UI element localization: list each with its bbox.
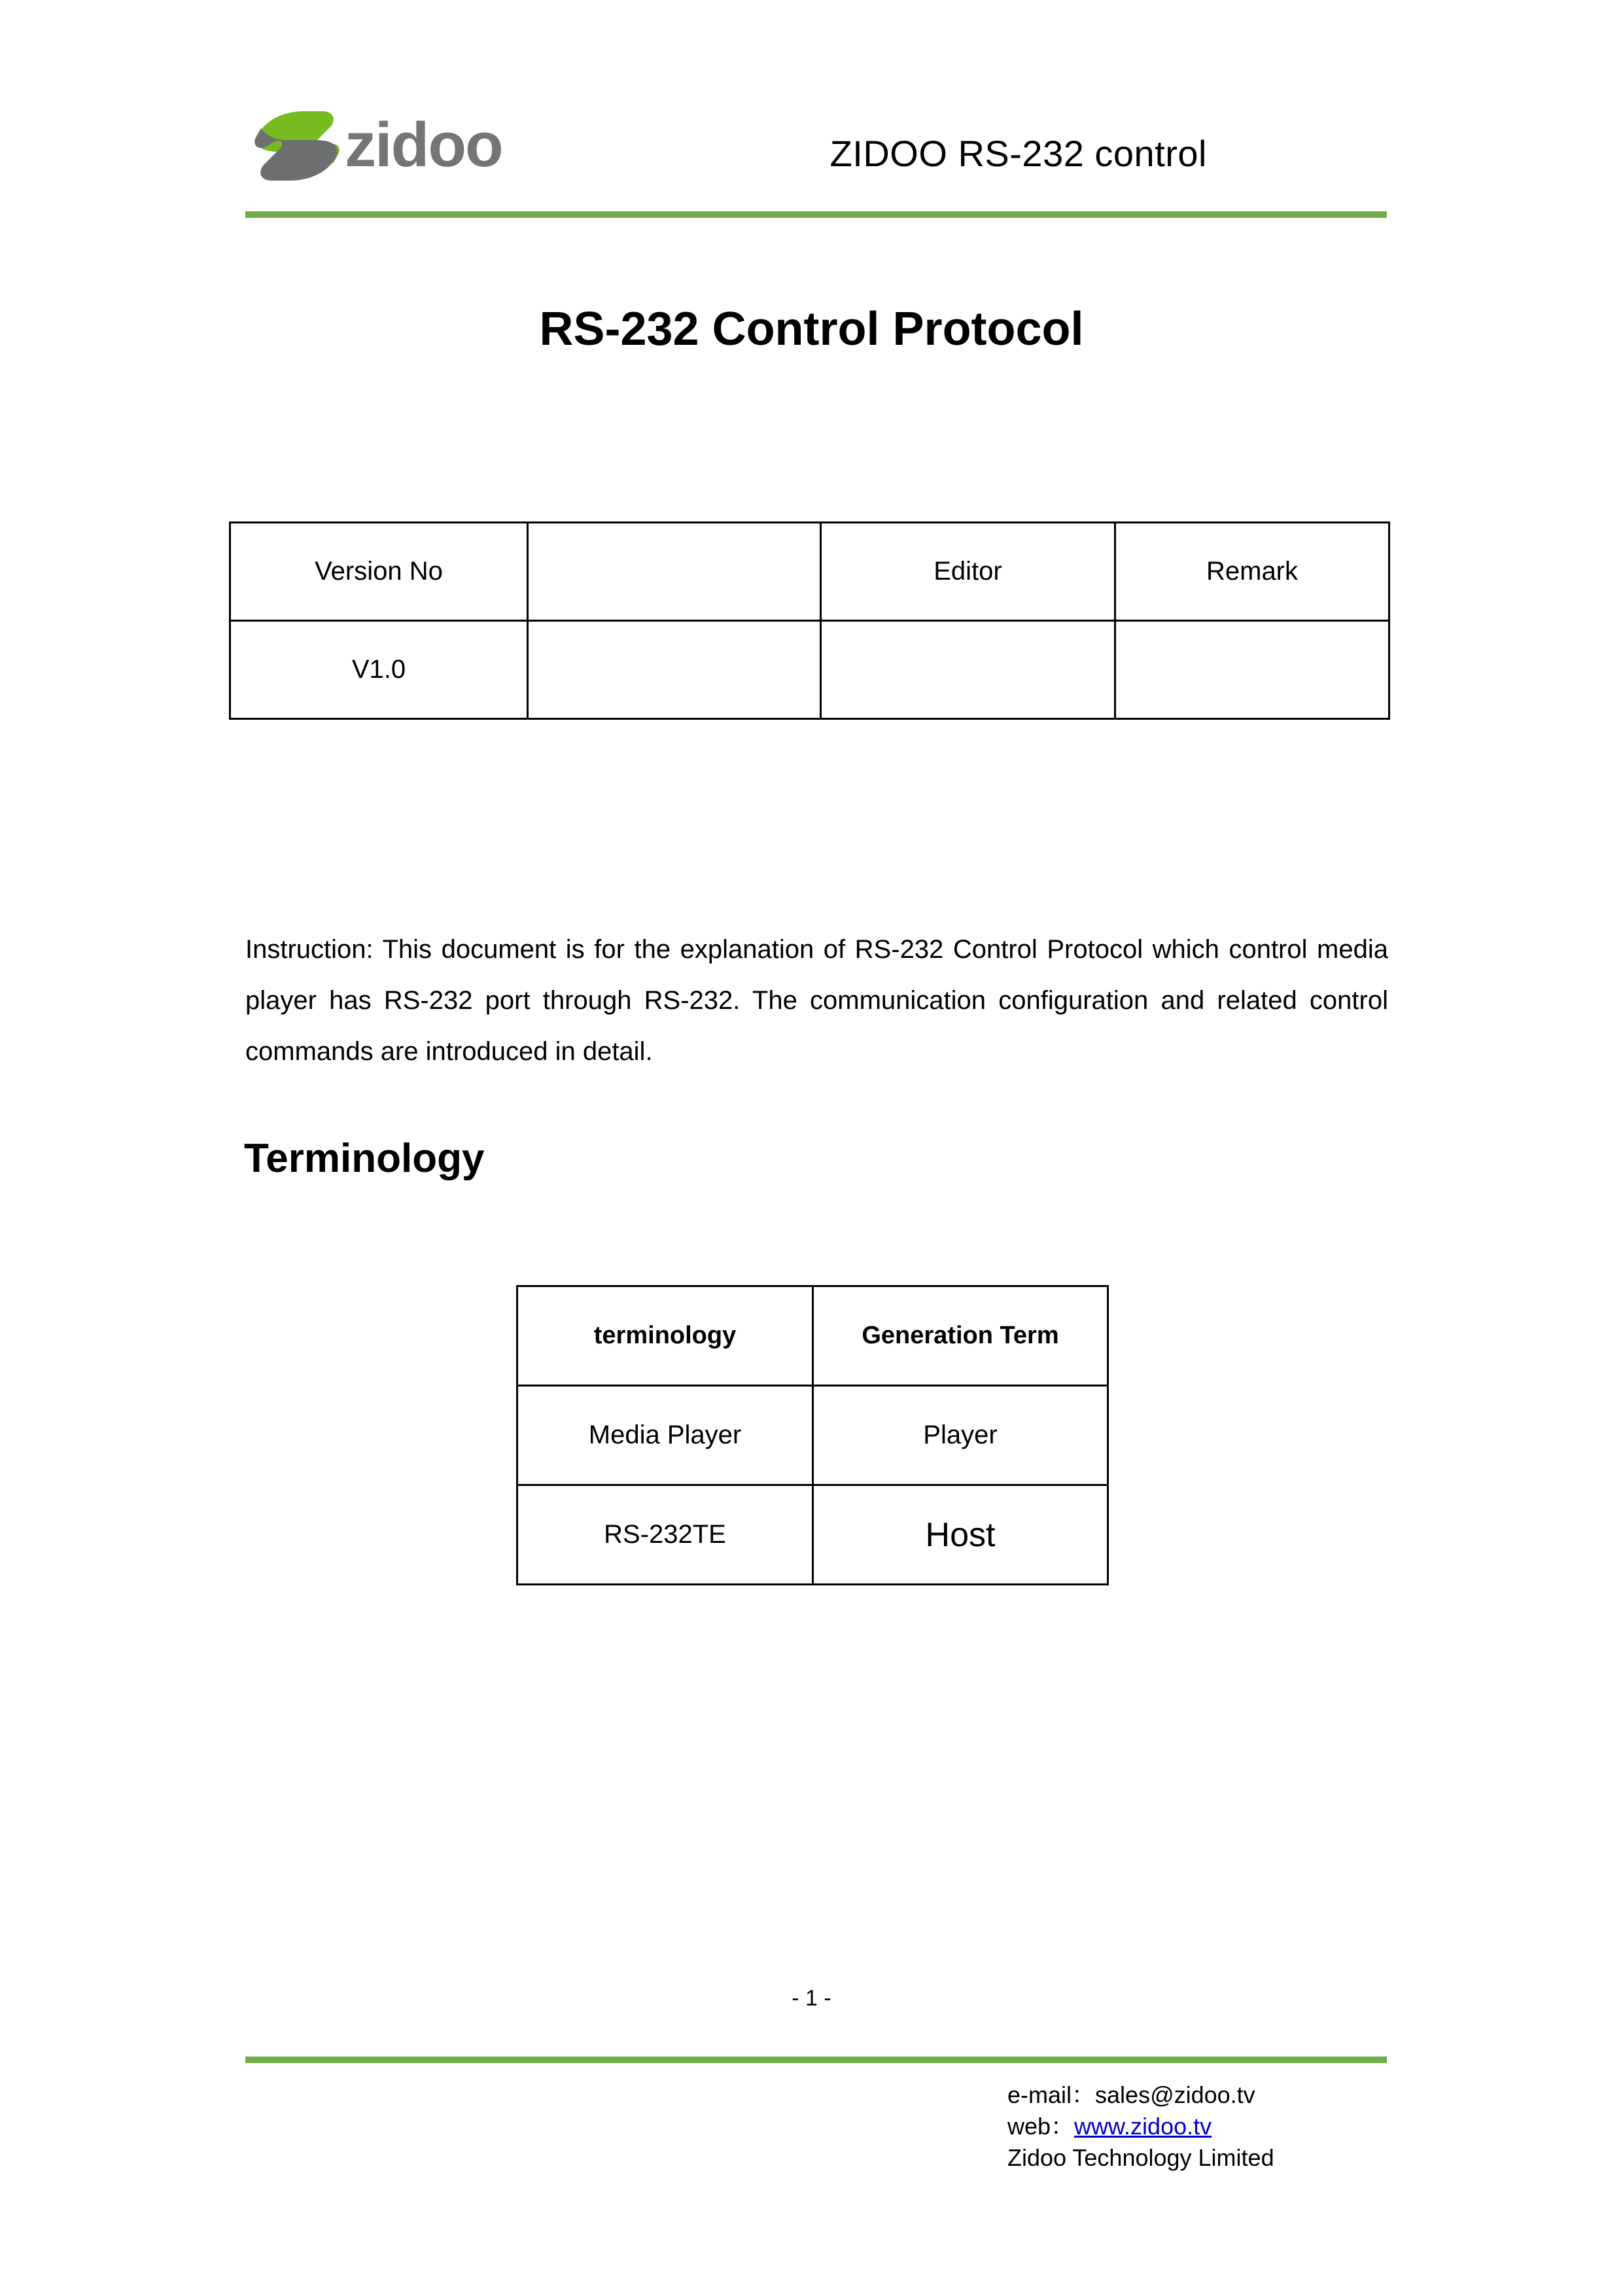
version-table-header-cell: Remark (1115, 523, 1389, 621)
page-header (245, 98, 1387, 203)
section-heading-terminology: Terminology (244, 1136, 485, 1181)
footer-web-label: web： (1007, 2113, 1075, 2140)
terminology-table-cell: RS-232TE (517, 1485, 813, 1585)
page-number: - 1 - (792, 1986, 831, 2011)
terminology-table-header-cell: Generation Term (813, 1286, 1108, 1386)
footer-web-link[interactable]: www.zidoo.tv (1074, 2113, 1212, 2140)
table-row (517, 1386, 1108, 1485)
footer-web-line (1007, 2111, 1400, 2142)
version-table-header-cell: Version No (230, 523, 528, 621)
version-table-cell (528, 621, 821, 719)
page-footer (1007, 2079, 1400, 2174)
page-title: RS-232 Control Protocol (539, 303, 1084, 355)
table-row (517, 1286, 1108, 1386)
table-row (230, 523, 1389, 621)
terminology-table-cell: Host (813, 1485, 1108, 1585)
table-row (517, 1485, 1108, 1585)
instruction-paragraph: Instruction: This document is for the explanation of RS-232 Control Protocol which control media player has RS-232 port through RS-232. The communication configuration and related control commands are introduced in detail. (245, 935, 1388, 1066)
footer-email-line (1007, 2079, 1400, 2111)
version-table (229, 521, 1390, 720)
version-table-header-cell: Editor (821, 523, 1115, 621)
header-divider-rule (245, 211, 1387, 218)
version-table-cell (821, 621, 1115, 719)
header-title: ZIDOO RS-232 control (829, 133, 1207, 174)
zidoo-logo-icon (245, 103, 540, 188)
terminology-table-cell: Media Player (517, 1386, 813, 1485)
terminology-table-cell: Player (813, 1386, 1108, 1485)
zidoo-logo (245, 103, 540, 188)
footer-email-label: e-mail： (1007, 2081, 1096, 2108)
version-table-cell: V1.0 (230, 621, 528, 719)
table-row (230, 621, 1389, 719)
version-table-header-cell (528, 523, 821, 621)
terminology-table-header-cell: terminology (517, 1286, 813, 1386)
footer-company-name: Zidoo Technology Limited (1007, 2144, 1274, 2171)
footer-divider-rule (245, 2057, 1387, 2063)
terminology-table (516, 1285, 1109, 1585)
version-table-cell (1115, 621, 1389, 719)
footer-email-value: sales@zidoo.tv (1095, 2081, 1255, 2108)
svg-text:zidoo: zidoo (345, 110, 502, 180)
